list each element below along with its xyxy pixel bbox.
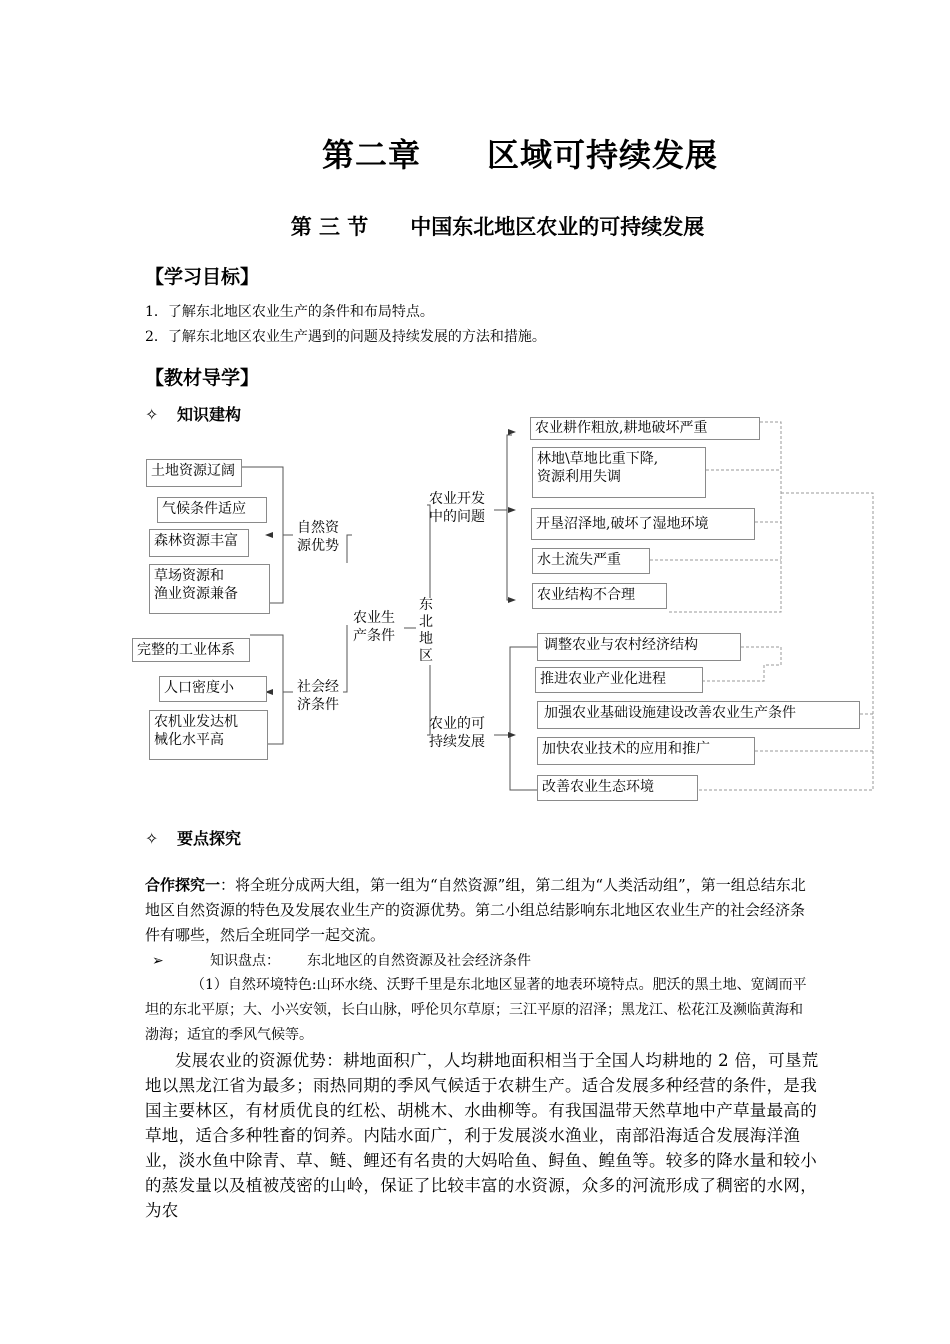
knowledge-point-label: 知识盘点： xyxy=(210,953,280,969)
problem-item-3: 开垦沼泽地,破坏了湿地环境 xyxy=(531,508,755,540)
natural-item-climate: 气候条件适应 xyxy=(157,497,267,523)
problem-item-1: 农业耕作粗放,耕地破坏严重 xyxy=(530,417,760,440)
measure-item-2: 推进农业产业化进程 xyxy=(535,667,703,693)
measure-item-1: 调整农业与农村经济结构 xyxy=(537,633,741,661)
section-title: 第 三 节 中国东北地区农业的可持续发展 xyxy=(290,215,705,239)
measure-item-4: 加快农业技术的应用和推广 xyxy=(537,737,755,765)
natural-item-grass-fish: 草场资源和 渔业资源兼备 xyxy=(149,564,270,614)
social-item-machinery: 农机业发达机 械化水平高 xyxy=(149,710,268,760)
knowledge-point-text: 东北地区的自然资源及社会经济条件 xyxy=(307,953,531,969)
knowledge-heading-text: 知识建构 xyxy=(177,405,242,424)
diamond-icon: ✧ xyxy=(145,829,159,848)
problem-item-2: 林地\草地比重下降, 资源利用失调 xyxy=(532,447,706,498)
goals-heading: 【学习目标】 xyxy=(145,266,260,288)
diamond-icon: ✧ xyxy=(145,405,159,424)
social-item-population: 人口密度小 xyxy=(159,676,267,702)
points-heading-text: 要点探究 xyxy=(177,829,242,848)
goal-item-1: 1．了解东北地区农业生产的条件和布局特点。 xyxy=(145,304,434,320)
arrow-icon: ➢ xyxy=(152,953,164,969)
sustainable-label: 农业的可 持续发展 xyxy=(429,716,485,750)
measure-item-5: 改善农业生态环境 xyxy=(537,775,698,801)
resource-advantage-paragraph: 发展农业的资源优势：耕地面积广，人均耕地面积相当于全国人均耕地的 2 倍，可垦荒地以黑龙江省为最多；雨热同期的季风气候适于农耕生产。适合发展多种经营的条件，是我国主要林区，有材质优良的红松、胡桃木、水曲柳等。有我国温带天然草地中产草量最高的草地，适合多种牲畜的饲养。内陆水面广，利于发展淡水渔业，南部沿海适合发展海洋渔业，淡水鱼中除青、草、鲢、鲤还有名贵的大妈哈鱼、鲟鱼、鳇鱼等。较多的降水量和较小的蒸发量以及植被茂密的山岭，保证了比较丰富的水资源，众多的河流形成了稠密的水网，为农 xyxy=(145,1051,819,1220)
social-item-industry: 完整的工业体系 xyxy=(132,638,250,662)
coop-inquiry-text: ：将全班分成两大组，第一组为“自然资源”组，第二组为“人类活动组”，第一组总结东北地区自然资源的特色及发展农业生产的资源优势。第二小组总结影响东北地区农业生产的社会经济条件有哪些，然后全班同学一起交流。 xyxy=(145,876,806,944)
measure-item-3: 加强农业基础设施建设改善农业生产条件 xyxy=(537,701,860,729)
environment-paragraph: （1）自然环境特色:山环水绕、沃野千里是东北地区显著的地表环境特点。肥沃的黑土地、宽阔而平坦的东北平原；大、小兴安领，长白山脉，呼伦贝尔草原；三江平原的沼泽；黑龙江、松花江及濒临黄海和渤海；适宜的季风气候等。 xyxy=(145,977,807,1043)
production-conditions-label: 农业生 产条件 xyxy=(353,610,395,644)
guide-heading: 【教材导学】 xyxy=(145,367,260,389)
natural-item-land: 土地资源辽阔 xyxy=(146,459,242,487)
coop-inquiry-label: 合作探究一 xyxy=(145,876,221,894)
points-heading xyxy=(145,826,241,849)
natural-item-forest: 森林资源丰富 xyxy=(149,529,249,557)
natural-advantage-label: 自然资 源优势 xyxy=(297,520,339,554)
northeast-region-label: 东北地区 xyxy=(419,597,433,664)
social-economic-label: 社会经 济条件 xyxy=(297,679,339,713)
knowledge-point-line xyxy=(152,950,531,970)
problem-item-4: 水土流失严重 xyxy=(532,548,650,574)
coop-inquiry-paragraph xyxy=(145,873,809,948)
problem-item-5: 农业结构不合理 xyxy=(532,583,667,609)
chapter-title: 第二章 区域可持续发展 xyxy=(321,136,718,174)
problems-label: 农业开发 中的问题 xyxy=(429,491,485,525)
goal-item-2: 2．了解东北地区农业生产遇到的问题及持续发展的方法和措施。 xyxy=(145,329,546,345)
